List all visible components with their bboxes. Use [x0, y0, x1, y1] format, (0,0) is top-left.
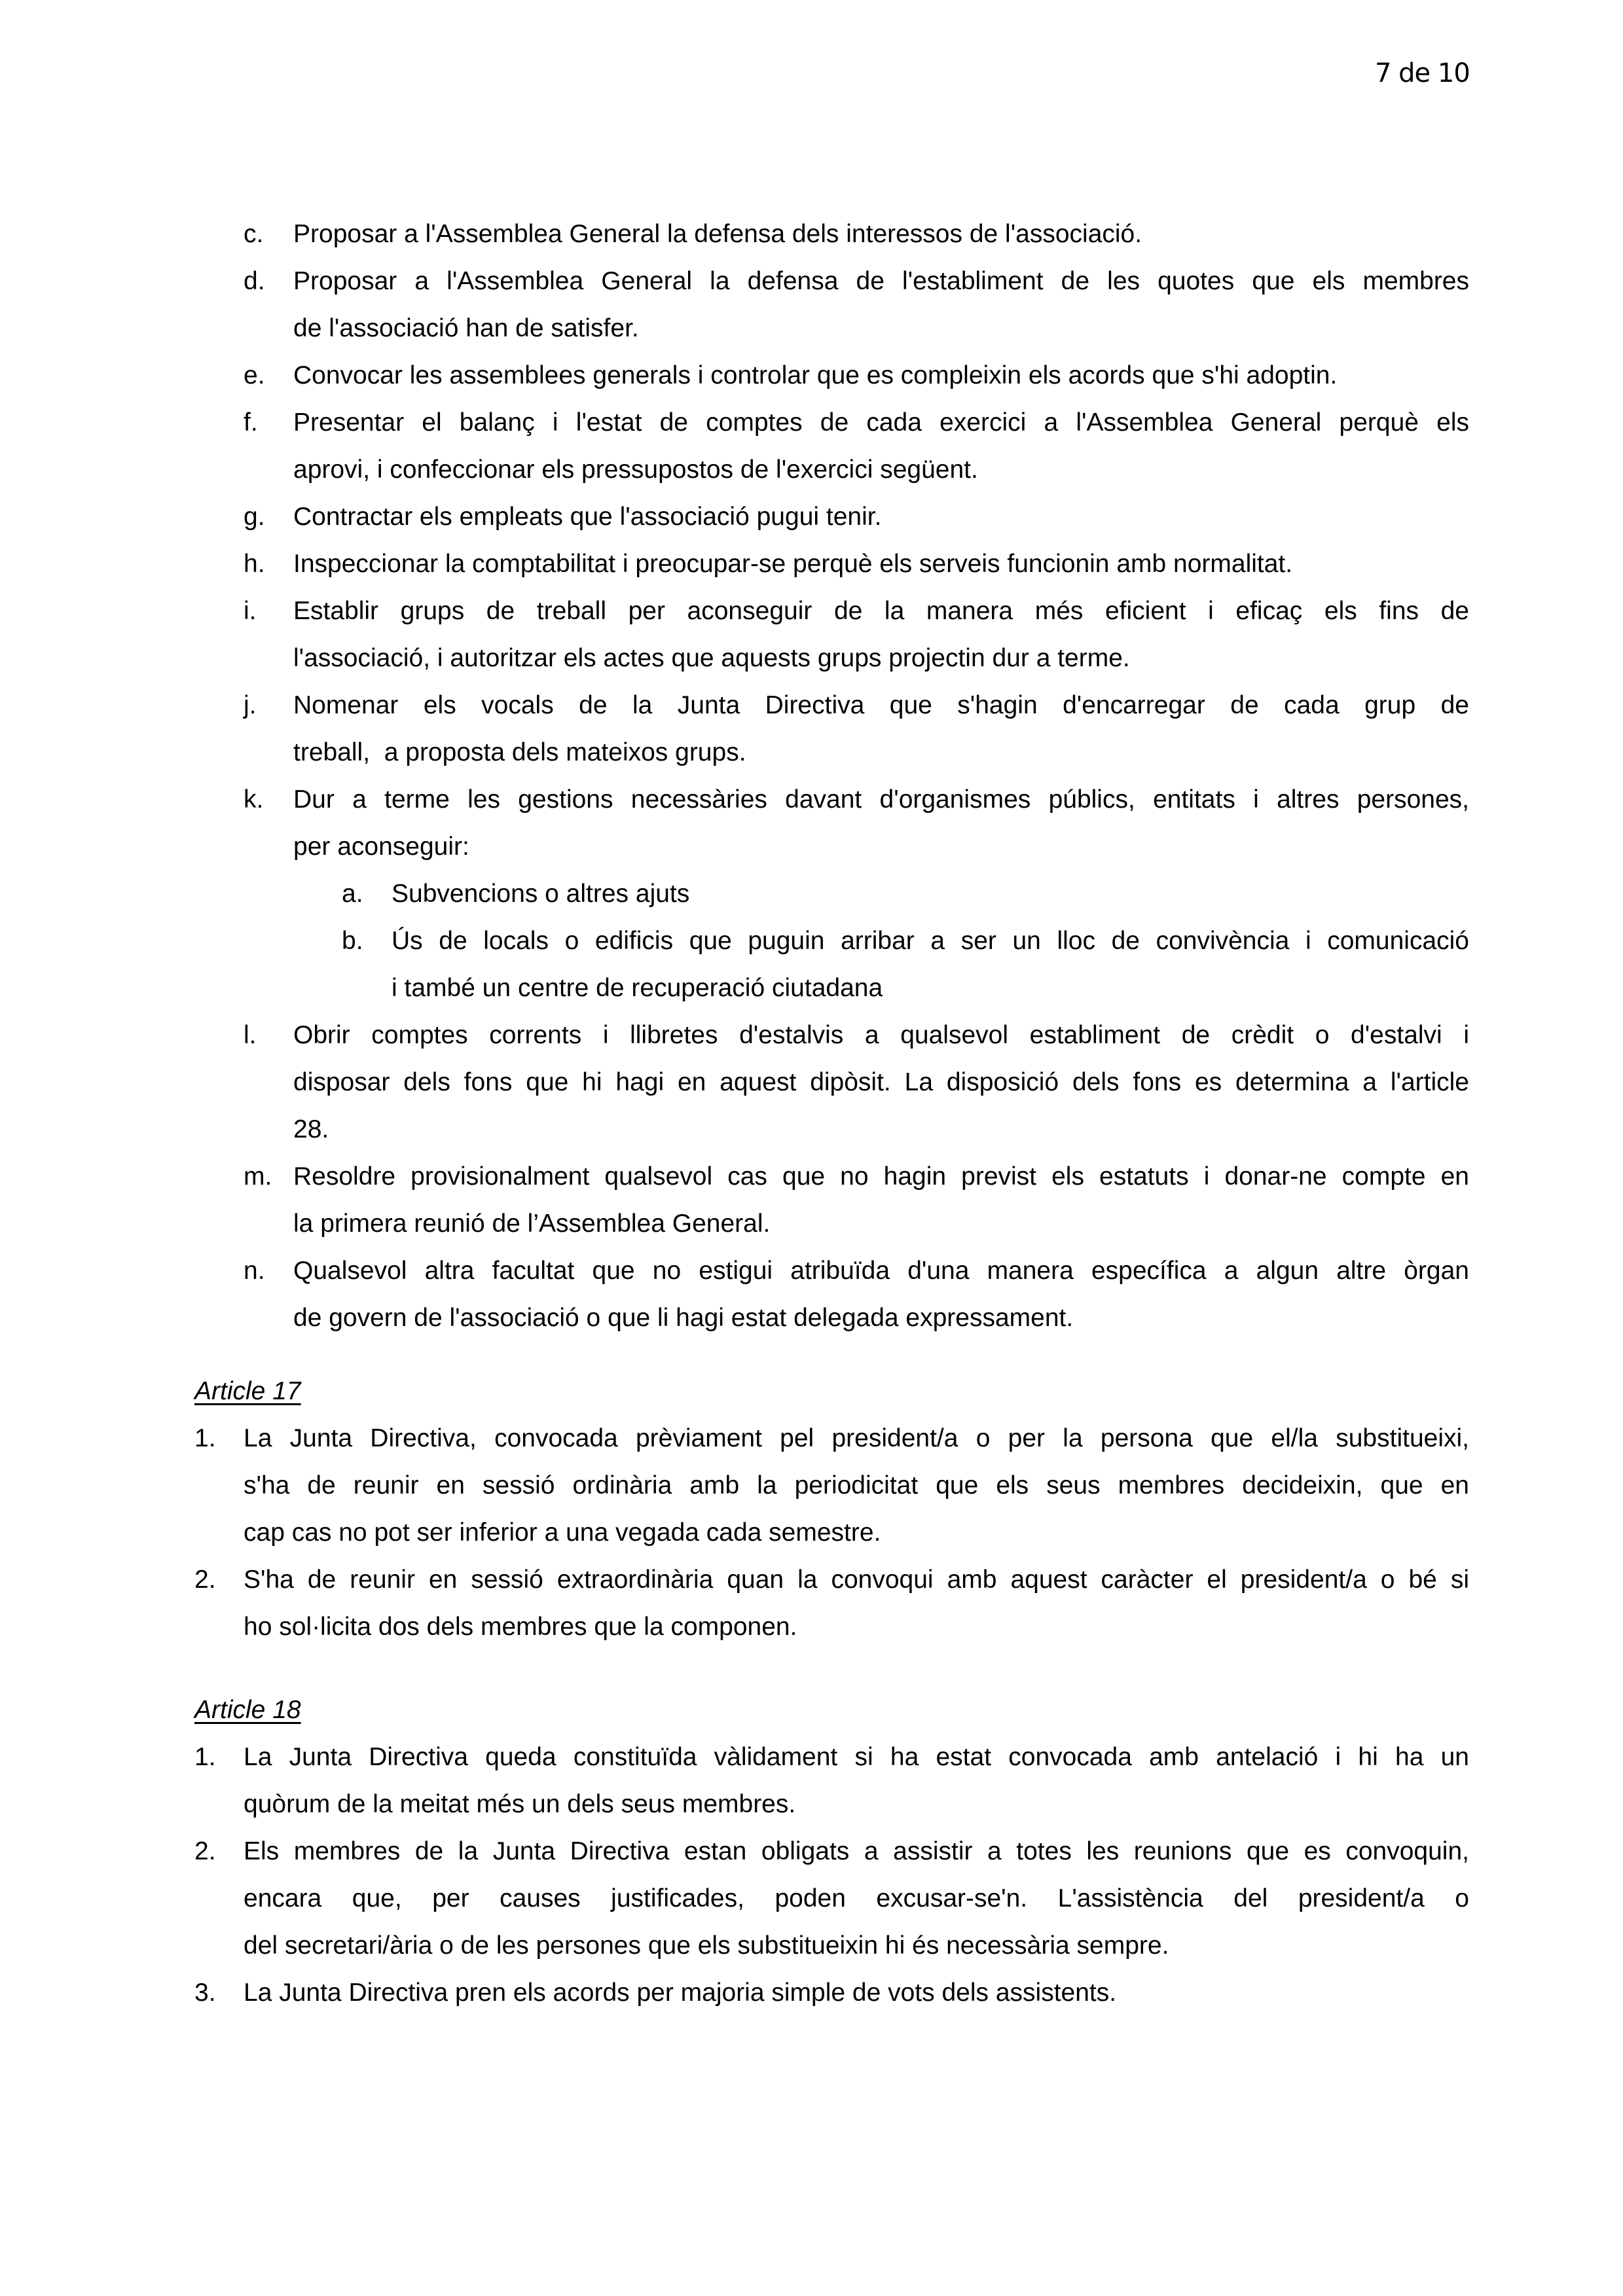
- list-marker: j.: [244, 691, 257, 719]
- list-marker: l.: [244, 1021, 257, 1049]
- article-item-marker: 2.: [194, 1566, 216, 1594]
- list-marker: e.: [244, 361, 265, 389]
- list-item-text: de l'associació han de satisfer.: [293, 314, 639, 342]
- list-item-text: Proposar a l'Assemblea General la defensa dels interessos de l'associació.: [293, 220, 1142, 248]
- article-item-marker: 1.: [194, 1743, 216, 1771]
- list-marker: f.: [244, 408, 258, 437]
- article-item-text: ho sol·licita dos dels membres que la componen.: [244, 1613, 797, 1641]
- list-marker: d.: [244, 267, 265, 295]
- sub-list-item-text: Ús de locals o edificis que puguin arribar a ser un lloc de convivència i comunicació: [392, 927, 1469, 955]
- list-item-text: la primera reunió de l’Assemblea General.: [293, 1210, 771, 1238]
- list-marker: m.: [244, 1162, 272, 1191]
- sub-list-item-text: i també un centre de recuperació ciutadana: [392, 974, 883, 1002]
- list-marker: h.: [244, 550, 265, 578]
- list-item-text: treball, a proposta dels mateixos grups.: [293, 738, 746, 766]
- sub-list-marker: a.: [342, 880, 363, 908]
- list-item-text: Obrir comptes corrents i llibretes d'estalvis a qualsevol establiment de crèdit o d'estalvi i: [293, 1021, 1469, 1049]
- list-item-text: Nomenar els vocals de la Junta Directiva que s'hagin d'encarregar de cada grup de: [293, 691, 1469, 719]
- sub-list-marker: b.: [342, 927, 363, 955]
- list-item-text: Resoldre provisionalment qualsevol cas que no hagin previst els estatuts i donar-ne compte en: [293, 1162, 1469, 1191]
- list-marker: n.: [244, 1257, 265, 1285]
- list-item-text: per aconseguir:: [293, 833, 469, 861]
- article-item-text: encara que, per causes justificades, poden excusar-se'n. L'assistència del president/a o: [244, 1884, 1469, 1912]
- list-marker: i.: [244, 597, 257, 625]
- article-item-marker: 2.: [194, 1837, 216, 1865]
- article-item-text: quòrum de la meitat més un dels seus membres.: [244, 1790, 796, 1818]
- page-number: 7 de 10: [1375, 58, 1470, 88]
- article-heading: Article 18: [194, 1696, 301, 1724]
- article-item-text: Els membres de la Junta Directiva estan obligats a assistir a totes les reunions que es convoquin,: [244, 1837, 1469, 1865]
- list-marker: g.: [244, 503, 265, 531]
- list-marker: c.: [244, 220, 264, 248]
- article-item-text: La Junta Directiva, convocada prèviament pel president/a o per la persona que el/la substitueixi,: [244, 1424, 1469, 1452]
- list-item-text: l'associació, i autoritzar els actes que aquests grups projectin dur a terme.: [293, 644, 1130, 672]
- article-item-text: S'ha de reunir en sessió extraordinària quan la convoqui amb aquest caràcter el president/a o bé si: [244, 1566, 1469, 1594]
- list-item-text: Contractar els empleats que l'associació pugui tenir.: [293, 503, 882, 531]
- list-item-text: Presentar el balanç i l'estat de comptes de cada exercici a l'Assemblea General perquè els: [293, 408, 1469, 437]
- list-item-text: Proposar a l'Assemblea General la defensa de l'establiment de les quotes que els membres: [293, 267, 1469, 295]
- list-item-text: Establir grups de treball per aconseguir de la manera més eficient i eficaç els fins de: [293, 597, 1469, 625]
- article-item-text: del secretari/ària o de les persones que els substitueixin hi és necessària sempre.: [244, 1931, 1169, 1960]
- list-item-text: disposar dels fons que hi hagi en aquest dipòsit. La disposició dels fons es determina a l'article: [293, 1068, 1469, 1096]
- list-item-text: Dur a terme les gestions necessàries davant d'organismes públics, entitats i altres persones,: [293, 785, 1469, 814]
- article-item-text: cap cas no pot ser inferior a una vegada cada semestre.: [244, 1518, 881, 1547]
- article-item-text: La Junta Directiva queda constituïda vàlidament si ha estat convocada amb antelació i hi ha un: [244, 1743, 1469, 1771]
- list-item-text: Inspeccionar la comptabilitat i preocupar-se perquè els serveis funcionin amb normalitat.: [293, 550, 1293, 578]
- list-item-text: aprovi, i confeccionar els pressupostos de l'exercici següent.: [293, 456, 978, 484]
- list-item-text: Qualsevol altra facultat que no estigui atribuïda d'una manera específica a algun altre òrgan: [293, 1257, 1469, 1285]
- sub-list-item-text: Subvencions o altres ajuts: [392, 880, 690, 908]
- article-item-marker: 3.: [194, 1979, 216, 2007]
- list-item-text: de govern de l'associació o que li hagi estat delegada expressament.: [293, 1304, 1074, 1332]
- list-item-text: 28.: [293, 1115, 329, 1143]
- list-marker: k.: [244, 785, 264, 814]
- article-item-text: s'ha de reunir en sessió ordinària amb la periodicitat que els seus membres decideixin, que en: [244, 1471, 1469, 1499]
- article-item-marker: 1.: [194, 1424, 216, 1452]
- article-heading: Article 17: [194, 1377, 301, 1405]
- list-item-text: Convocar les assemblees generals i controlar que es compleixin els acords que s'hi adoptin.: [293, 361, 1338, 389]
- article-item-text: La Junta Directiva pren els acords per majoria simple de vots dels assistents.: [244, 1979, 1117, 2007]
